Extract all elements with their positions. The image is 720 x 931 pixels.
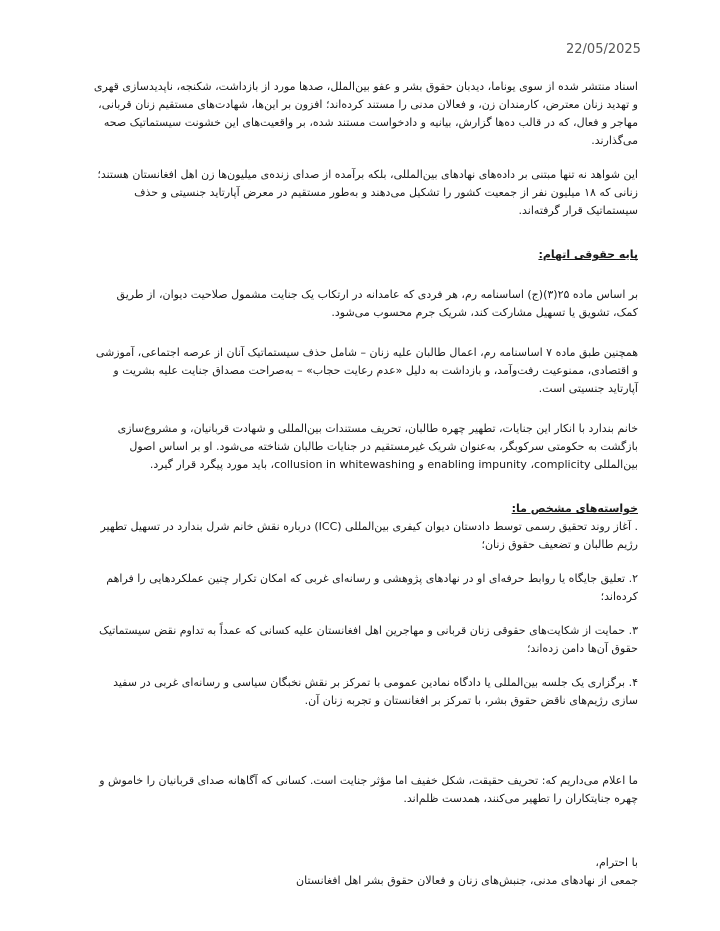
paragraph-article-25: بر اساس ماده ۲۵(۳)(ج) اساسنامه رم، هر فردی که عامدانه در ارتکاب یک جنایت مشمول صلاحیت دیوان، از طریق کمک، تشویق یا تسهیل مشارکت کند، شریک جرم محسوب می‌شود. bbox=[116, 288, 638, 319]
term-complicity: complicity bbox=[534, 458, 591, 471]
paragraph-evidence: اسناد منتشر شده از سوی یوناما، دیدبان حقوق بشر و عفو بین‌الملل، صدها مورد از بازداشت، شکنجه، ناپدیدسازی قهری و تهدید زنان معترض، کارمندان زن، و فعالان مدنی را مستند کرده‌اند؛ افزون بر این‌ها، شهادت‌های مستقیم زنان قربانی، مهاجر و فعال، که در قالب ده‌ها گزارش، بیانیه و دادخواست مستند شده، بر واقعیت‌های این خشونت سیستماتیک صحه می‌گذارند. bbox=[93, 80, 638, 147]
demand-item-4: ۴. برگزاری یک جلسه بین‌المللی یا دادگاه نمادین عمومی با تمرکز بر نقش نخبگان سیاسی و رسانه‌ای غربی در سفید سازی رژیم‌های ناقض حقوق بشر، با تمرکز بر افغانستان و تجربه زنان آن. bbox=[113, 676, 638, 707]
heading-legal-basis: پایه حقوقی اتهام: bbox=[538, 248, 638, 261]
document-date: 22/05/2025 bbox=[566, 42, 641, 57]
demand-item-3: ۳. حمایت از شکایت‌های حقوقی زنان قربانی و مهاجرین اهل افغانستان علیه کسانی که عمداً به تداوم نقض سیستماتیک حقوق آن‌ها دامن زده‌اند؛ bbox=[99, 624, 638, 655]
document-body bbox=[92, 78, 638, 890]
paragraph-declaration: ما اعلام می‌داریم که: تحریف حقیقت، شکل خفیف اما مؤثر جنایت است. کسانی که آگاهانه صدای قربانیان را خاموش و چهره جنایتکاران را تطهیر می‌کنند، همدست ظلم‌اند. bbox=[99, 774, 638, 805]
heading-demands: خواسته‌های مشخص ما: bbox=[511, 502, 638, 515]
accusation-text-b: ، bbox=[526, 458, 534, 471]
closing-regards: با احترام، bbox=[595, 856, 638, 869]
paragraph-accusation bbox=[92, 420, 638, 474]
accusation-text-c: و bbox=[415, 458, 428, 471]
demand-item-1: . آغاز روند تحقیق رسمی توسط دادستان دیوان کیفری بین‌المللی (ICC) درباره نقش خانم شرل بندارد در تسهیل تطهیر رژیم طالبان و تضعیف حقوق زنان؛ bbox=[100, 520, 638, 551]
signature: جمعی از نهادهای مدنی، جنبش‌های زنان و فعالان حقوق بشر اهل افغانستان bbox=[296, 874, 638, 887]
demand-item-2: ۲. تعلیق جایگاه یا روابط حرفه‌ای او در نهادهای پژوهشی و رسانه‌ای غربی که امکان تکرار چنین عملکردهایی را فراهم کرده‌اند؛ bbox=[106, 572, 638, 603]
accusation-text-a: خانم بندارد با انکار این جنایات، تطهیر چهره طالبان، تحریف مستندات بین‌المللی و شهادت قربانیان، و مشروع‌سازی بازگشت به حکومتی سرکوبگر، به‌عنوان شریک غیرمستقیم در جنایات طالبان شناخته می‌شود. او بر اساس اصول بین‌المللی bbox=[117, 422, 638, 471]
accusation-text-d: ، باید مورد پیگرد قرار گیرد. bbox=[149, 458, 275, 471]
term-enabling-impunity: enabling impunity bbox=[427, 458, 527, 471]
paragraph-testimonies: این شواهد نه تنها مبتنی بر داده‌های نهادهای بین‌المللی، بلکه برآمده از صدای زنده‌ی میلیون‌ها زن اهل افغانستان هستند؛ زنانی که ۱۸ میلیون نفر از جمعیت کشور را تشکیل می‌دهند و به‌طور مستقیم در معرض آپارتاید جنسیتی و حذف سیستماتیک قرار گرفته‌اند. bbox=[97, 168, 638, 217]
paragraph-article-7: همچنین طبق ماده ۷ اساسنامه رم، اعمال طالبان علیه زنان – شامل حذف سیستماتیک آنان از عرصه اجتماعی، آموزشی و اقتصادی، ممنوعیت رفت‌وآمد، و بازداشت به دلیل «عدم رعایت حجاب» – به‌صراحت مصداق جنایت علیه بشریت و آپارتاید جنسیتی است. bbox=[95, 346, 638, 395]
term-collusion: collusion in whitewashing bbox=[274, 458, 416, 471]
